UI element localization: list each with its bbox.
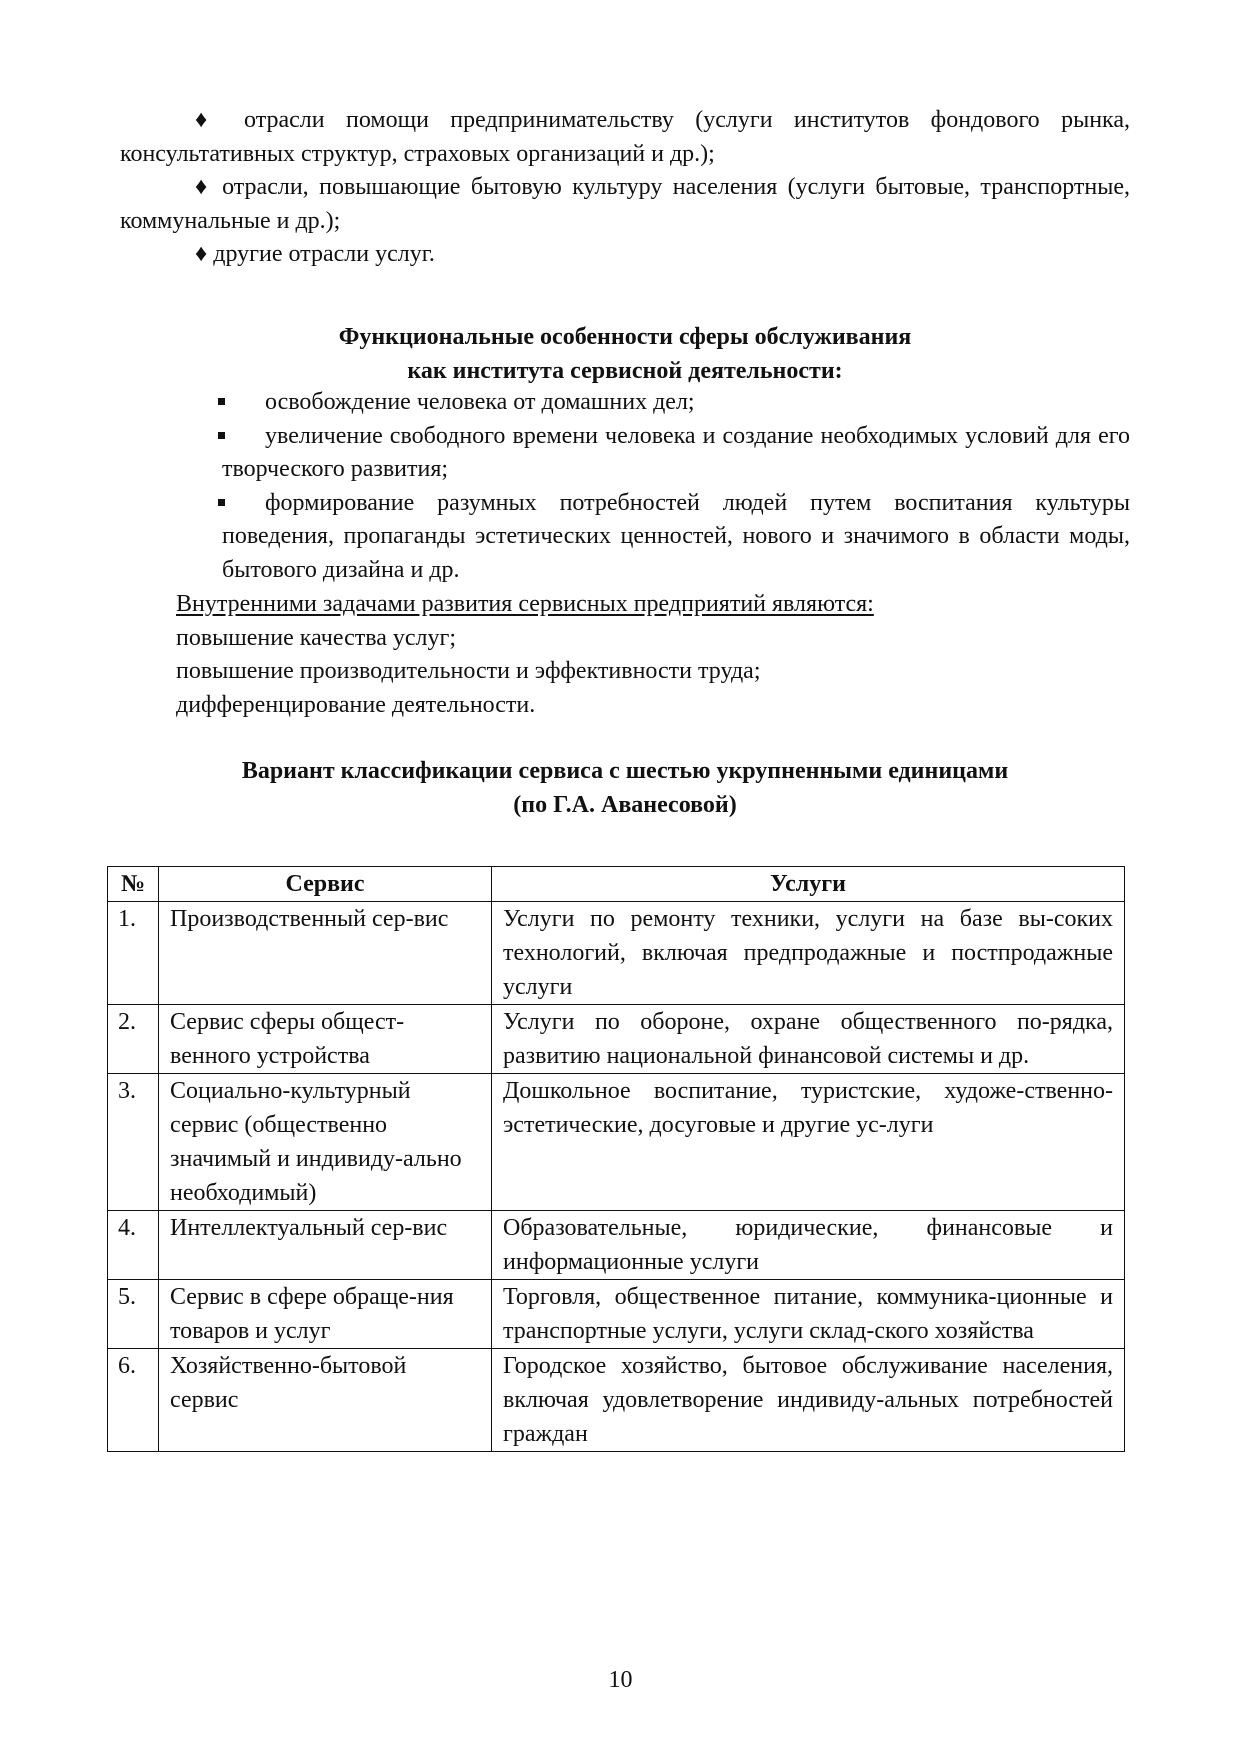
row-number: 4. <box>108 1211 159 1280</box>
task-line: повышение качества услуг; <box>176 624 457 651</box>
row-number: 6. <box>108 1349 159 1452</box>
service-name: Социально-культурный сервис (общественно значимый и индивиду-ально необходимый) <box>159 1074 492 1211</box>
row-number: 5. <box>108 1280 159 1349</box>
task-line: повышение производительности и эффективности труда; <box>176 658 761 684</box>
heading-line: Функциональные особенности сферы обслуживания <box>338 324 912 350</box>
service-name: Интеллектуальный сер-вис <box>159 1211 492 1280</box>
bullet-paragraph <box>120 104 1130 171</box>
bullet-paragraph <box>120 171 1130 238</box>
diamond-bullet-icon: ♦ <box>195 174 212 200</box>
internal-tasks-heading: Внутренними задачами развития сервисных предприятий являются: <box>176 591 874 617</box>
service-description: Образовательные, юридические, финансовые и информационные услуги <box>492 1211 1125 1280</box>
table-row <box>108 1349 1125 1452</box>
service-name: Хозяйственно-бытовой сервис <box>159 1349 492 1452</box>
service-name: Сервис в сфере обраще-ния товаров и услуг <box>159 1280 492 1349</box>
bullet-text: отрасли помощи предпринимательству (услуги институтов фондового рынка, консультативных структур, страховых организаций и др.); <box>120 107 1130 167</box>
feature-list <box>222 386 1130 587</box>
diamond-bullet-icon: ♦ <box>195 107 223 133</box>
table-row <box>108 1211 1125 1280</box>
internal-tasks <box>176 588 1126 722</box>
bullet-text: отрасли, повышающие бытовую культуру населения (услуги бытовые, транспортные, коммунальные и др.); <box>120 174 1130 234</box>
service-name: Производственный сер-вис <box>159 902 492 1005</box>
service-description: Услуги по обороне, охране общественного по-рядка, развитию национальной финансовой системы и др. <box>492 1005 1125 1074</box>
service-description: Дошкольное воспитание, туристские, художе-ственно-эстетические, досуговые и другие ус-луги <box>492 1074 1125 1211</box>
bullet-text: другие отрасли услуг. <box>213 241 435 267</box>
page-number: 10 <box>608 1667 633 1693</box>
service-description: Услуги по ремонту техники, услуги на базе вы-соких технологий, включая предпродажные и постпродажные услуги <box>492 902 1125 1005</box>
table-row <box>108 1280 1125 1349</box>
heading-line: как института сервисной деятельности: <box>407 357 843 384</box>
square-bullet-icon <box>218 432 225 439</box>
list-item <box>222 487 1130 588</box>
service-description: Городское хозяйство, бытовое обслуживание населения, включая удовлетворение индивиду-альных потребностей граждан <box>492 1349 1125 1452</box>
list-item <box>222 420 1130 487</box>
list-item-text: освобождение человека от домашних дел; <box>265 389 695 415</box>
table-row <box>108 1074 1125 1211</box>
square-bullet-icon <box>218 398 225 405</box>
task-line: дифференцирование деятельности. <box>176 691 536 718</box>
row-number: 3. <box>108 1074 159 1211</box>
row-number: 2. <box>108 1005 159 1074</box>
heading-line: (по Г.А. Аванесовой) <box>513 791 737 818</box>
square-bullet-icon <box>218 499 225 506</box>
table-heading <box>120 755 1130 822</box>
table-row <box>108 902 1125 1005</box>
column-header-number: № <box>108 867 159 902</box>
table-row <box>108 1005 1125 1074</box>
column-header-service: Сервис <box>159 867 492 902</box>
list-item-text: увеличение свободного времени человека и создание необходимых условий для его творческого развития; <box>222 422 1130 482</box>
row-number: 1. <box>108 902 159 1005</box>
column-header-services-list: Услуги <box>492 867 1125 902</box>
service-name: Сервис сферы общест-венного устройства <box>159 1005 492 1074</box>
section-heading <box>120 321 1130 388</box>
diamond-bullet-icon: ♦ <box>195 241 208 267</box>
bullet-paragraph <box>120 238 1130 272</box>
heading-line: Вариант классификации сервиса с шестью укрупненными единицами <box>241 758 1009 784</box>
service-description: Торговля, общественное питание, коммуника-ционные и транспортные услуги, услуги склад-ского хозяйства <box>492 1280 1125 1349</box>
list-item-text: формирование разумных потребностей людей путем воспитания культуры поведения, пропаганды эстетических ценностей, нового и значимого в области моды, бытового дизайна и др. <box>222 489 1130 583</box>
list-item <box>222 386 1130 420</box>
classification-table <box>107 866 1125 1452</box>
table-header-row <box>108 867 1125 902</box>
